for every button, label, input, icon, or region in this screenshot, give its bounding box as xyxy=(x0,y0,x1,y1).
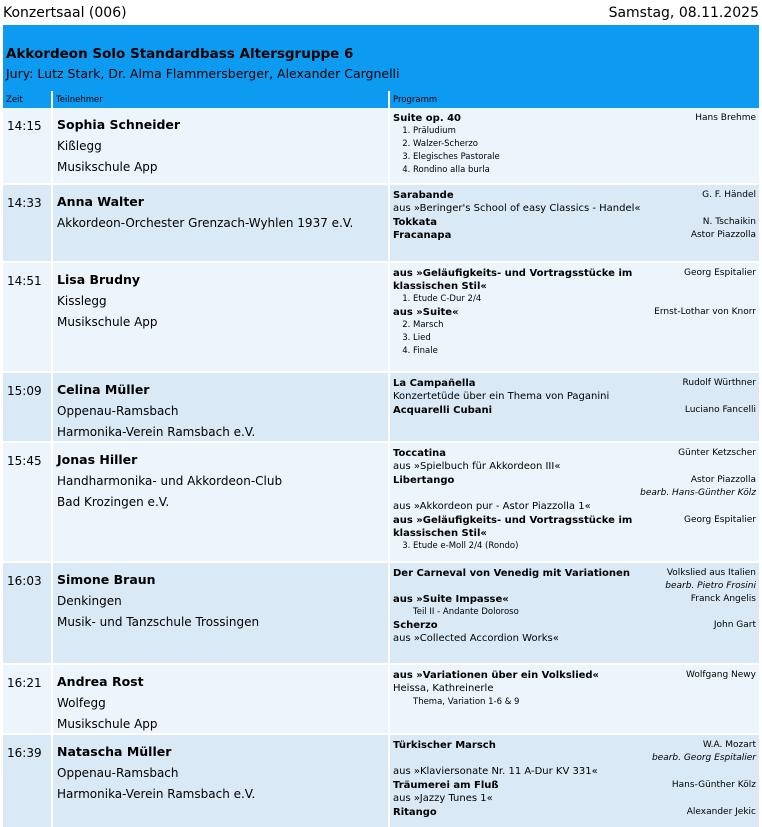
participant-cell xyxy=(52,373,389,441)
time-cell xyxy=(3,108,52,183)
work-item xyxy=(393,593,756,619)
table-row xyxy=(3,665,759,733)
work-source: Konzertetüde über ein Thema von Paganini xyxy=(393,391,610,402)
start-time: 15:09 xyxy=(7,384,42,398)
table-row xyxy=(3,735,759,827)
composer-block xyxy=(679,404,756,417)
program-list xyxy=(390,665,759,711)
composer-name: Günter Ketzscher xyxy=(678,448,756,458)
movement-item: 2. Marsch xyxy=(413,319,756,332)
work-title: Ritango xyxy=(393,807,437,818)
category-title: Akkordeon Solo Standardbass Altersgruppe 6 xyxy=(6,46,354,62)
composer-block xyxy=(685,593,756,606)
program-cell xyxy=(389,665,759,733)
movement-item: 1. Präludium xyxy=(413,125,756,138)
movement-item: 3. Lied xyxy=(413,332,756,345)
program-cell xyxy=(389,563,759,663)
work-title: Träumerei am Fluß xyxy=(393,780,499,791)
movement-list xyxy=(393,319,756,358)
participant-detail: Oppenau-Ramsbach xyxy=(57,404,179,418)
work-title: Der Carneval von Venedig mit Variationen xyxy=(393,568,630,579)
movement-item: 4. Finale xyxy=(413,345,756,358)
composer-block xyxy=(634,474,756,500)
category-banner xyxy=(3,25,759,91)
composer-block xyxy=(685,229,756,242)
composer-name: Ernst-Lothar von Knorr xyxy=(654,307,756,317)
participant-detail: Handharmonika- und Akkordeon-Club xyxy=(57,474,283,488)
participant-cell xyxy=(52,443,389,561)
work-header xyxy=(393,377,756,390)
program-cell xyxy=(389,108,759,183)
table-header xyxy=(3,91,759,108)
composer-name: Hans Brehme xyxy=(695,113,756,123)
composer-block xyxy=(648,306,756,319)
start-time: 16:39 xyxy=(7,746,42,760)
work-header xyxy=(393,779,756,792)
participant-detail: Denkingen xyxy=(57,594,122,608)
program-cell xyxy=(389,263,759,371)
work-title: La Campañella xyxy=(393,378,476,389)
work-title: aus »Suite Impasse« xyxy=(393,594,509,605)
work-title: Acquarelli Cubani xyxy=(393,405,493,416)
composer-name: W.A. Mozart xyxy=(702,740,756,750)
program-list xyxy=(390,563,759,648)
work-source: aus »Beringer's School of easy Classics - Handel« xyxy=(393,203,641,214)
work-header xyxy=(393,306,756,319)
program-list xyxy=(390,735,759,821)
work-item xyxy=(393,306,756,358)
composer-block xyxy=(646,739,756,765)
work-title: Tokkata xyxy=(393,217,437,228)
work-item xyxy=(393,229,756,242)
work-title: Suite op. 40 xyxy=(393,113,462,124)
participant-detail: Oppenau-Ramsbach xyxy=(57,766,179,780)
participant-name: Celina Müller xyxy=(57,382,150,397)
time-cell xyxy=(3,735,52,827)
work-header xyxy=(393,216,756,229)
participant-detail: Bad Krozingen e.V. xyxy=(57,495,170,509)
start-time: 16:03 xyxy=(7,574,42,588)
composer-block xyxy=(659,567,756,593)
work-title: Fracanapa xyxy=(393,230,452,241)
movement-item: 2. Walzer-Scherzo xyxy=(413,138,756,151)
program-cell xyxy=(389,735,759,827)
participant-detail: Harmonika-Verein Ramsbach e.V. xyxy=(57,787,256,801)
table-row xyxy=(3,185,759,261)
participant-detail: Kisslegg xyxy=(57,294,107,308)
work-item xyxy=(393,216,756,229)
work-header xyxy=(393,267,756,293)
participant-cell xyxy=(52,108,389,183)
work-header xyxy=(393,669,756,682)
work-header xyxy=(393,189,756,202)
work-item xyxy=(393,514,756,553)
composer-name: Astor Piazzolla xyxy=(690,475,756,485)
table-row xyxy=(3,373,759,441)
table-row xyxy=(3,563,759,663)
column-header-program: Programm xyxy=(389,91,759,108)
work-item xyxy=(393,619,756,646)
participant-name: Natascha Müller xyxy=(57,744,172,759)
composer-block xyxy=(666,779,756,792)
work-item xyxy=(393,404,756,417)
movement-list xyxy=(393,540,756,553)
composer-block xyxy=(678,267,756,280)
work-item xyxy=(393,267,756,306)
work-title: aus »Geläufigkeits- und Vortragsstücke im klassischen Stil« xyxy=(393,268,633,292)
composer-block xyxy=(677,377,756,390)
program-list xyxy=(390,108,759,179)
composer-block xyxy=(689,112,756,125)
work-title: aus »Geläufigkeits- und Vortragsstücke im klassischen Stil« xyxy=(393,515,633,539)
participant-detail: Musikschule App xyxy=(57,717,158,731)
work-header xyxy=(393,593,756,606)
work-header xyxy=(393,739,756,765)
work-source: Heissa, Kathreinerle xyxy=(393,683,494,694)
program-list xyxy=(390,263,759,360)
work-note: Teil II - Andante Doloroso xyxy=(413,607,519,617)
start-time: 14:51 xyxy=(7,274,42,288)
start-time: 14:33 xyxy=(7,196,42,210)
time-cell xyxy=(3,185,52,261)
participant-name: Jonas Hiller xyxy=(57,452,138,467)
work-title: aus »Suite« xyxy=(393,307,459,318)
work-item xyxy=(393,567,756,593)
column-header-time: Zeit xyxy=(3,91,52,108)
work-header xyxy=(393,447,756,460)
table-row xyxy=(3,108,759,183)
arranger-name: bearb. Pietro Frosini xyxy=(665,581,756,591)
time-cell xyxy=(3,263,52,371)
work-item xyxy=(393,474,756,514)
composer-block xyxy=(680,669,756,682)
composer-name: Hans-Günther Kölz xyxy=(671,780,756,790)
composer-block xyxy=(708,619,756,632)
time-cell xyxy=(3,665,52,733)
participant-detail: Musikschule App xyxy=(57,315,158,329)
time-cell xyxy=(3,373,52,441)
participant-name: Simone Braun xyxy=(57,572,156,587)
composer-name: Rudolf Würthner xyxy=(682,378,756,388)
table-row xyxy=(3,263,759,371)
work-header xyxy=(393,514,756,540)
time-cell xyxy=(3,443,52,561)
work-source: aus »Jazzy Tunes 1« xyxy=(393,793,493,804)
composer-name: N. Tschaikin xyxy=(702,217,756,227)
time-cell xyxy=(3,563,52,663)
composer-name: Volkslied aus Italien xyxy=(666,568,756,578)
participant-cell xyxy=(52,735,389,827)
program-list xyxy=(390,373,759,419)
work-item xyxy=(393,447,756,474)
arranger-name: bearb. Georg Espitalier xyxy=(651,753,756,763)
composer-block xyxy=(681,806,756,819)
arranger-name: bearb. Hans-Günther Kölz xyxy=(640,488,756,498)
participant-detail: Harmonika-Verein Ramsbach e.V. xyxy=(57,425,256,439)
start-time: 15:45 xyxy=(7,454,42,468)
movement-item: 3. Elegisches Pastorale xyxy=(413,151,756,164)
composer-block xyxy=(678,514,756,527)
work-source: aus »Klaviersonate Nr. 11 A-Dur KV 331« xyxy=(393,766,598,777)
composer-name: Luciano Fancelli xyxy=(684,405,756,415)
work-title: aus »Variationen über ein Volkslied« xyxy=(393,670,600,681)
work-note: Thema, Variation 1-6 & 9 xyxy=(413,697,520,707)
work-title: Libertango xyxy=(393,475,455,486)
program-list xyxy=(390,185,759,244)
movement-item: 3. Etude e-Moll 2/4 (Rondo) xyxy=(413,540,756,553)
work-item xyxy=(393,112,756,177)
composer-name: Wolfgang Newy xyxy=(685,670,756,680)
composer-block xyxy=(697,216,756,229)
participant-name: Anna Walter xyxy=(57,194,144,209)
work-item xyxy=(393,806,756,819)
participant-detail: Musikschule App xyxy=(57,160,158,174)
work-header xyxy=(393,567,756,593)
movement-list xyxy=(393,125,756,177)
work-source: aus »Akkordeon pur - Astor Piazzolla 1« xyxy=(393,501,591,512)
work-header xyxy=(393,619,756,632)
movement-item: 1. Etude C-Dur 2/4 xyxy=(413,293,756,306)
program-cell xyxy=(389,443,759,561)
start-time: 14:15 xyxy=(7,119,42,133)
composer-name: Georg Espitalier xyxy=(683,268,756,278)
work-title: Sarabande xyxy=(393,190,454,201)
work-item xyxy=(393,377,756,404)
composer-block xyxy=(696,189,756,202)
composer-name: Georg Espitalier xyxy=(683,515,756,525)
participant-name: Sophia Schneider xyxy=(57,117,181,132)
participant-cell xyxy=(52,665,389,733)
work-header xyxy=(393,806,756,819)
composer-name: Franck Angelis xyxy=(690,594,756,604)
work-title: Scherzo xyxy=(393,620,438,631)
program-cell xyxy=(389,185,759,261)
work-header xyxy=(393,229,756,242)
participant-cell xyxy=(52,563,389,663)
composer-name: G. F. Händel xyxy=(702,190,756,200)
work-item xyxy=(393,739,756,779)
work-title: Türkischer Marsch xyxy=(393,740,496,751)
work-item xyxy=(393,189,756,216)
date-label: Samstag, 08.11.2025 xyxy=(608,5,759,21)
participant-cell xyxy=(52,185,389,261)
work-header xyxy=(393,112,756,125)
program-list xyxy=(390,443,759,555)
composer-name: Astor Piazzolla xyxy=(690,230,756,240)
jury-line: Jury: Lutz Stark, Dr. Alma Flammersberger, Alexander Cargnelli xyxy=(6,66,400,81)
composer-name: John Gart xyxy=(713,620,756,630)
movement-item: 4. Rondino alla burla xyxy=(413,164,756,177)
movement-list xyxy=(393,293,756,306)
schedule-table xyxy=(3,91,759,827)
work-item xyxy=(393,779,756,806)
work-header xyxy=(393,404,756,417)
start-time: 16:21 xyxy=(7,676,42,690)
composer-name: Alexander Jekic xyxy=(686,807,756,817)
participant-detail: Wolfegg xyxy=(57,696,106,710)
work-header xyxy=(393,474,756,500)
participant-name: Andrea Rost xyxy=(57,674,144,689)
participant-detail: Musik- und Tanzschule Trossingen xyxy=(57,615,260,629)
work-item xyxy=(393,669,756,709)
participant-cell xyxy=(52,263,389,371)
composer-block xyxy=(672,447,756,460)
participant-detail: Akkordeon-Orchester Grenzach-Wyhlen 1937 e.V. xyxy=(57,216,354,230)
column-header-participant: Teilnehmer xyxy=(52,91,389,108)
work-title: Toccatina xyxy=(393,448,447,459)
table-row xyxy=(3,443,759,561)
room-label: Konzertsaal (006) xyxy=(3,5,127,21)
participant-name: Lisa Brudny xyxy=(57,272,141,287)
participant-detail: Kißlegg xyxy=(57,139,102,153)
work-source: aus »Collected Accordion Works« xyxy=(393,633,559,644)
program-cell xyxy=(389,373,759,441)
work-source: aus »Spielbuch für Akkordeon III« xyxy=(393,461,561,472)
top-bar xyxy=(0,0,762,25)
